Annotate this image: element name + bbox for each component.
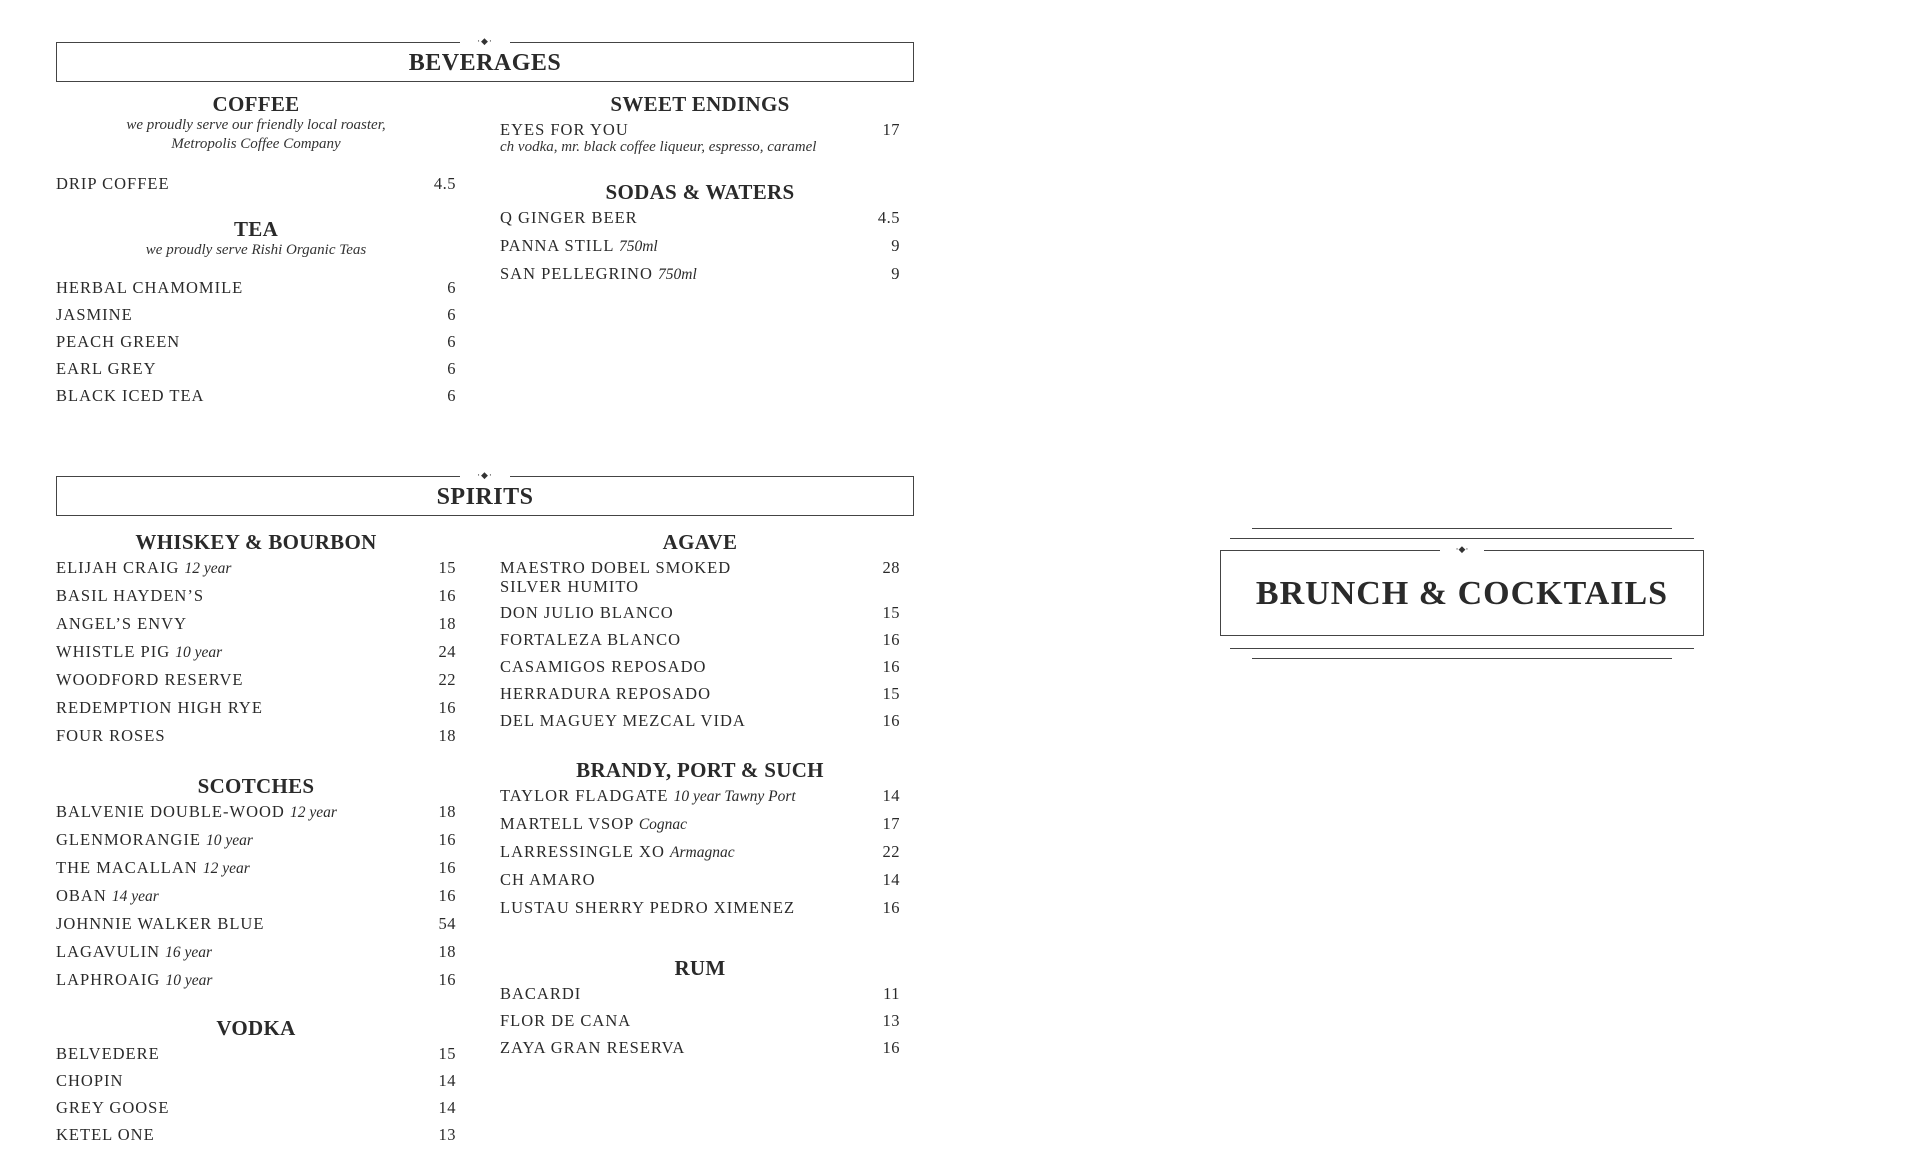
item-name: PEACH GREEN	[56, 332, 181, 351]
list-item	[56, 798, 456, 826]
item-price: 54	[438, 914, 456, 933]
item-price: 16	[438, 698, 456, 717]
list-item	[500, 1007, 900, 1034]
list-item	[500, 810, 900, 838]
item-name: ELIJAH CRAIG	[56, 558, 180, 577]
item-note: Armagnac	[670, 844, 735, 861]
brandy-title: BRANDY, PORT & SUCH	[576, 758, 824, 782]
list-item	[56, 910, 456, 938]
item-name: LAPHROAIG	[56, 970, 161, 989]
item-price: 14	[438, 1071, 456, 1090]
item-name: CASAMIGOS REPOSADO	[500, 657, 707, 676]
list-item	[56, 301, 456, 328]
item-price: 14	[438, 1098, 456, 1117]
item-name: HERRADURA REPOSADO	[500, 684, 711, 703]
list-item	[56, 382, 456, 409]
item-price: 24	[438, 642, 456, 661]
divider	[1252, 658, 1672, 659]
item-name: BACARDI	[500, 984, 582, 1003]
item-price: 15	[882, 603, 900, 622]
divider	[1252, 528, 1672, 529]
item-note: 10 year	[206, 832, 253, 849]
list-item	[56, 666, 456, 694]
item-price: 16	[882, 1038, 900, 1057]
item-price: 6	[447, 386, 456, 405]
item-name: DON JULIO BLANCO	[500, 603, 674, 622]
item-name: SAN PELLEGRINO	[500, 264, 653, 283]
sweet-endings-title: SWEET ENDINGS	[610, 92, 790, 116]
item-price: 15	[882, 684, 900, 703]
item-name: FLOR DE CANA	[500, 1011, 632, 1030]
item-price: 6	[447, 305, 456, 324]
item-price: 4.5	[433, 174, 456, 193]
item-price: 22	[882, 842, 900, 861]
list-item	[500, 554, 900, 599]
list-item	[56, 966, 456, 994]
list-item	[500, 980, 900, 1007]
item-name: ZAYA GRAN RESERVA	[500, 1038, 686, 1057]
item-price: 9	[891, 236, 900, 255]
list-item	[500, 894, 900, 922]
item-name: LARRESSINGLE XO	[500, 842, 665, 861]
item-price: 4.5	[877, 208, 900, 227]
item-name: CHOPIN	[56, 1071, 124, 1090]
item-name: DRIP COFFEE	[56, 174, 170, 193]
item-name: HERBAL CHAMOMILE	[56, 278, 244, 297]
item-note: 750ml	[658, 266, 697, 283]
list-item	[56, 722, 456, 750]
item-note: 16 year	[165, 944, 213, 961]
item-name: MARTELL VSOP	[500, 814, 634, 833]
item-price: 15	[438, 558, 456, 577]
item-note: 12 year	[289, 804, 337, 821]
item-name: LAGAVULIN	[56, 942, 161, 961]
coffee-title: COFFEE	[212, 92, 300, 116]
item-name: BLACK ICED TEA	[56, 386, 205, 405]
list-item	[56, 854, 456, 882]
item-price: 18	[438, 802, 456, 821]
item-price: 16	[438, 886, 456, 905]
item-name: GLENMORANGIE	[56, 830, 201, 849]
item-note: Cognac	[638, 816, 688, 833]
spirits-title: SPIRITS	[436, 484, 534, 510]
list-item	[56, 1067, 456, 1094]
item-note: 14 year	[111, 888, 159, 905]
item-note: 10 year	[165, 972, 213, 989]
item-note: 750ml	[618, 238, 658, 255]
list-item	[500, 599, 900, 626]
item-name: BALVENIE DOUBLE-WOOD	[56, 802, 285, 821]
list-item	[500, 1034, 900, 1061]
list-item	[500, 204, 900, 232]
item-name: LUSTAU SHERRY PEDRO XIMENEZ	[500, 898, 796, 917]
list-item	[56, 1121, 456, 1148]
list-item	[56, 582, 456, 610]
item-name-line2: SILVER HUMITO	[500, 577, 640, 596]
whiskey-title: WHISKEY & BOURBON	[135, 530, 377, 554]
item-price: 18	[438, 726, 456, 745]
item-price: 6	[447, 359, 456, 378]
list-item	[500, 866, 900, 894]
tea-title: TEA	[233, 217, 279, 241]
list-item	[500, 653, 900, 680]
agave-title: AGAVE	[662, 530, 738, 554]
list-item	[500, 707, 900, 734]
item-name-line1: MAESTRO DOBEL SMOKED	[500, 558, 732, 577]
item-price: 16	[882, 657, 900, 676]
coffee-note-line1: we proudly serve our friendly local roaster,	[126, 117, 386, 133]
list-item	[56, 355, 456, 382]
list-item	[56, 938, 456, 966]
item-price: 22	[438, 670, 456, 689]
list-item	[56, 170, 456, 197]
vodka-title: VODKA	[216, 1016, 296, 1040]
divider	[1230, 648, 1694, 649]
ornament-icon: ·◆·	[477, 471, 493, 481]
item-price: 16	[438, 830, 456, 849]
cover-title-box	[1220, 545, 1704, 636]
item-name: EARL GREY	[56, 359, 157, 378]
list-item	[500, 838, 900, 866]
item-price: 17	[882, 120, 900, 139]
item-price: 13	[882, 1011, 900, 1030]
sodas-title: SODAS & WATERS	[605, 180, 795, 204]
item-price: 16	[882, 630, 900, 649]
beverages-banner	[56, 37, 914, 82]
item-price: 9	[891, 264, 900, 283]
list-item	[56, 882, 456, 910]
item-name: DEL MAGUEY MEZCAL VIDA	[500, 711, 746, 730]
item-price: 16	[438, 858, 456, 877]
divider	[1230, 538, 1694, 539]
list-item	[500, 782, 900, 810]
item-note: 12 year	[202, 860, 250, 877]
spirits-left-column	[56, 530, 456, 1148]
item-name: THE MACALLAN	[56, 858, 198, 877]
spirits-banner	[56, 471, 914, 516]
item-note: 12 year	[184, 560, 232, 577]
item-name: GREY GOOSE	[56, 1098, 170, 1117]
item-price: 28	[882, 558, 900, 577]
item-name: CH AMARO	[500, 870, 596, 889]
spirits-right-column	[500, 530, 900, 1061]
item-name: PANNA STILL	[500, 236, 614, 255]
item-price: 6	[447, 278, 456, 297]
item-note: 10 year	[175, 644, 223, 661]
item-price: 16	[882, 898, 900, 917]
item-price: 13	[438, 1125, 456, 1144]
list-item	[56, 610, 456, 638]
item-description: ch vodka, mr. black coffee liqueur, espresso, caramel	[500, 139, 817, 155]
item-name: BELVEDERE	[56, 1044, 160, 1063]
list-item	[56, 554, 456, 582]
cover-title: BRUNCH & COCKTAILS	[1255, 575, 1669, 612]
item-name: EYES FOR YOU	[500, 120, 629, 139]
list-item	[500, 680, 900, 707]
list-item	[56, 826, 456, 854]
list-item	[500, 116, 900, 158]
item-price: 18	[438, 614, 456, 633]
list-item	[56, 694, 456, 722]
tea-note: we proudly serve Rishi Organic Teas	[145, 242, 367, 258]
item-name: TAYLOR FLADGATE	[500, 786, 669, 805]
list-item	[500, 626, 900, 653]
item-name: WHISTLE PIG	[56, 642, 171, 661]
scotches-title: SCOTCHES	[197, 774, 315, 798]
item-price: 16	[882, 711, 900, 730]
item-name: JOHNNIE WALKER BLUE	[56, 914, 265, 933]
list-item	[56, 1094, 456, 1121]
item-name: REDEMPTION HIGH RYE	[56, 698, 263, 717]
beverages-right-column	[500, 92, 900, 288]
item-price: 14	[882, 786, 900, 805]
item-name: ANGEL’S ENVY	[56, 614, 188, 633]
item-price: 15	[438, 1044, 456, 1063]
ornament-icon: ·◆·	[477, 37, 493, 47]
item-name: JASMINE	[56, 305, 133, 324]
item-name: KETEL ONE	[56, 1125, 155, 1144]
item-price: 11	[883, 984, 900, 1003]
item-price: 6	[447, 332, 456, 351]
item-name: FOUR ROSES	[56, 726, 166, 745]
beverages-left-column	[56, 92, 456, 409]
item-note: 10 year Tawny Port	[673, 788, 796, 805]
list-item	[56, 328, 456, 355]
item-name: WOODFORD RESERVE	[56, 670, 244, 689]
list-item	[500, 232, 900, 260]
list-item	[56, 638, 456, 666]
list-item	[56, 274, 456, 301]
item-price: 16	[438, 586, 456, 605]
item-name: OBAN	[56, 886, 107, 905]
item-name: Q GINGER BEER	[500, 208, 638, 227]
rum-title: RUM	[674, 956, 726, 980]
item-price: 18	[438, 942, 456, 961]
item-price: 17	[882, 814, 900, 833]
item-price: 14	[882, 870, 900, 889]
beverages-title: BEVERAGES	[408, 50, 562, 76]
item-name: BASIL HAYDEN’S	[56, 586, 204, 605]
list-item	[56, 1040, 456, 1067]
coffee-note-line2: Metropolis Coffee Company	[171, 136, 341, 152]
item-price: 16	[438, 970, 456, 989]
ornament-icon: ·◆·	[1455, 545, 1469, 555]
item-name: FORTALEZA BLANCO	[500, 630, 681, 649]
list-item	[500, 260, 900, 288]
